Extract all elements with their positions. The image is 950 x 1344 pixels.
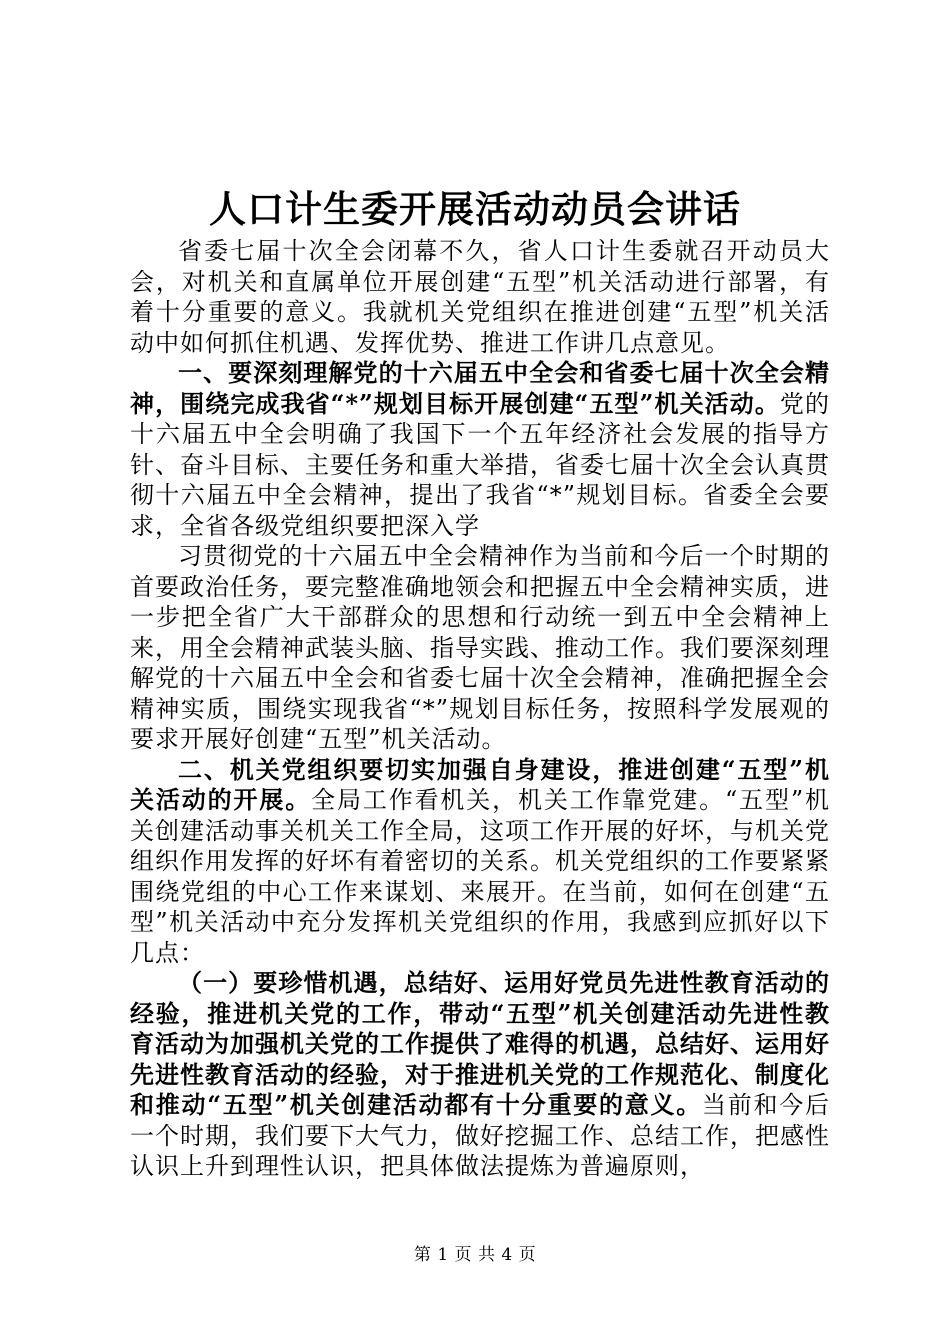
paragraph-section-2 — [130, 755, 830, 969]
subsection-heading: （一）要珍惜机遇，总结好、运用好党员先进性教育活动的经验，推进机关党的工作，带动“五型”机关创建活动先进性教育活动为加强机关党的工作提供了难得的机遇，总结好、运用好先进性教育活动的经验，对于推进机关党的工作规范化、制度化和推动“五型”机关创建活动都有十分重要的意义。 — [130, 968, 830, 1119]
document-body — [130, 236, 830, 1182]
page-number-footer: 第 1 页 共 4 页 — [413, 1245, 537, 1265]
paragraph-section-1 — [130, 358, 830, 541]
paragraph-subsection-1 — [130, 968, 830, 1182]
paragraph-text: 省委七届十次全会闭幕不久，省人口计生委就召开动员大会，对机关和直属单位开展创建“五型”机关活动进行部署，有着十分重要的意义。我就机关党组织在推进创建“五型”机关活动中如何抓住机遇、发挥优势、推进工作讲几点意见。 — [130, 237, 830, 357]
paragraph-text: 全局工作看机关，机关工作靠党建。“五型”机关创建活动事关机关工作全局，这项工作开展的好坏，与机关党组织作用发挥的好坏有着密切的关系。机关党组织的工作要紧紧围绕党组的中心工作来谋划、来展开。在当前，如何在创建“五型”机关活动中充分发挥机关党组织的作用，我感到应抓好以下几点： — [130, 786, 831, 967]
paragraph-text: 习贯彻党的十六届五中全会精神作为当前和今后一个时期的首要政治任务，要完整准确地领会和把握五中全会精神实质，进一步把全省广大干部群众的思想和行动统一到五中全会精神上来，用全会精神武装头脑、指导实践、推动工作。我们要深刻理解党的十六届五中全会和省委七届十次全会精神，准确把握全会精神实质，围绕实现我省“*”规划目标任务，按照科学发展观的要求开展好创建“五型”机关活动。 — [130, 542, 830, 753]
document-title: 人口计生委开展活动动员会讲话 — [209, 187, 741, 231]
section-heading: 一、要深刻理解党的十六届五中全会和省委七届十次全会精神，围绕完成我省“*”规划目标开展创建“五型”机关活动。 — [130, 358, 830, 418]
paragraph-section-1-continued — [130, 541, 830, 755]
paragraph-text: 当前和今后一个时期，我们要下大气力，做好挖掘工作、总结工作，把感性认识上升到理性认识，把具体做法提炼为普遍原则， — [130, 1091, 831, 1180]
paragraph-intro — [130, 236, 830, 358]
section-heading: 二、机关党组织要切实加强自身建设，推进创建“五型”机关活动的开展。 — [130, 754, 830, 814]
paragraph-text: 党的十六届五中全会明确了我国下一个五年经济社会发展的指导方针、奋斗目标、主要任务和重大举措，省委七届十次全会认真贯彻十六届五中全会精神，提出了我省“*”规划目标。省委全会要求，全省各级党组织要把深入学 — [130, 389, 830, 540]
